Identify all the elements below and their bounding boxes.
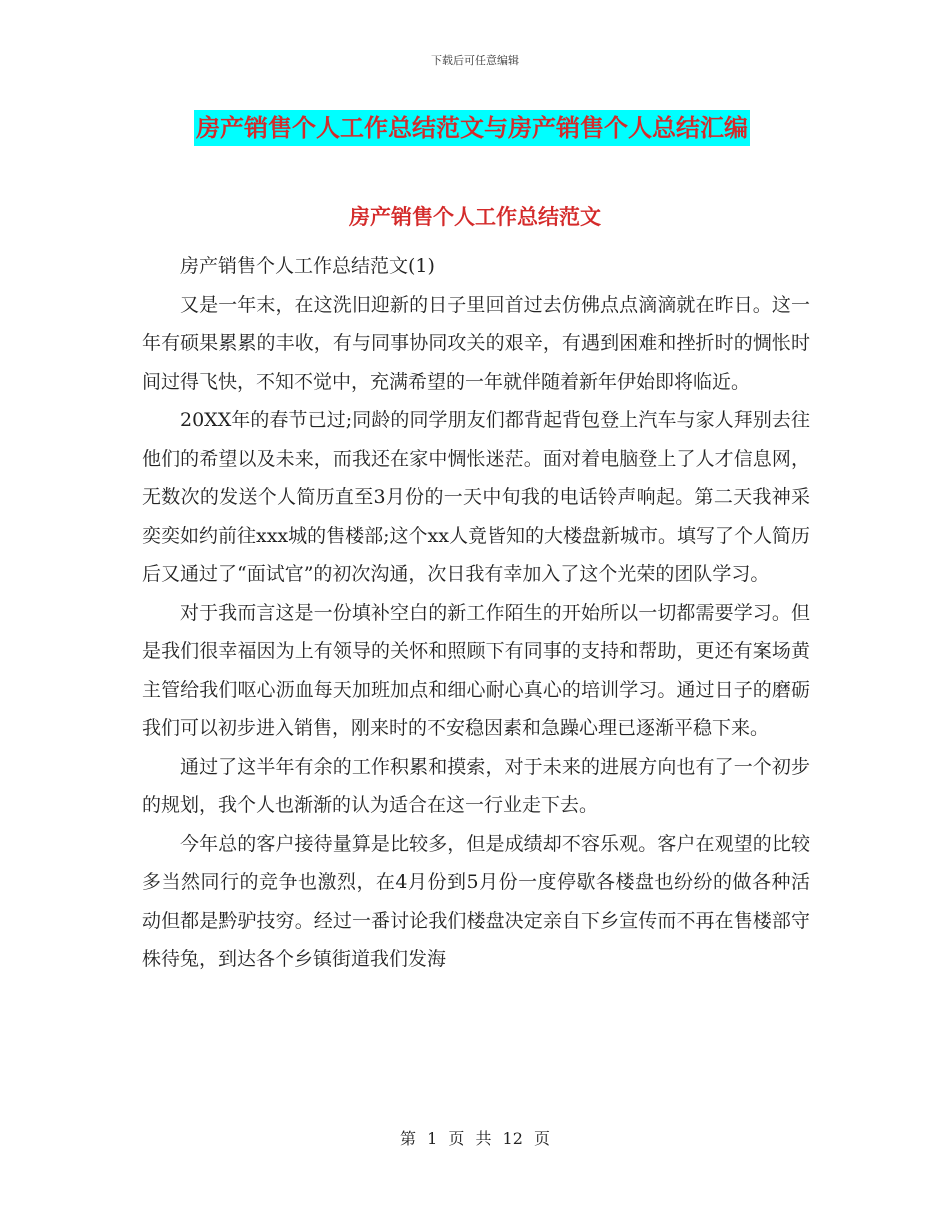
- paragraph: 20XX年的春节已过;同龄的同学朋友们都背起背包登上汽车与家人拜别去往他们的希望以及未来，而我还在家中惆怅迷茫。面对着电脑登上了人才信息网，无数次的发送个人简历直至3月份的一天中旬我的电话铃声响起。第二天我神采奕奕如约前往xxx城的售楼部;这个xx人竟皆知的大楼盘新城市。填写了个人简历后又通过了“面试官”的初次沟通，次日我有幸加入了这个光荣的团队学习。: [142, 409, 810, 585]
- paragraph: 又是一年末，在这洗旧迎新的日子里回首过去仿佛点点滴滴就在昨日。这一年有硕果累累的丰收，有与同事协同攻关的艰辛，有遇到困难和挫折时的惆怅时间过得飞快，不知不觉中，充满希望的一年就伴随着新年伊始即将临近。: [142, 293, 810, 393]
- document-body: [142, 247, 810, 979]
- section-title: 房产销售个人工作总结范文: [349, 204, 601, 229]
- paragraph: 对于我而言这是一份填补空白的新工作陌生的开始所以一切都需要学习。但是我们很幸福因为上有领导的关怀和照顾下有同事的支持和帮助，更还有案场黄主管给我们呕心沥血每天加班加点和细心耐心真心的培训学习。通过日子的磨砺我们可以初步进入销售，刚来时的不安稳因素和急躁心理已逐渐平稳下来。: [142, 601, 810, 739]
- page-footer-number: 第 1 页 共 12 页: [400, 1129, 550, 1148]
- paragraph: 通过了这半年有余的工作积累和摸索，对于未来的进展方向也有了一个初步的规划，我个人也渐渐的认为适合在这一行业走下去。: [142, 755, 810, 816]
- document-title: 房产销售个人工作总结范文与房产销售个人总结汇编: [194, 110, 750, 146]
- page-header-note: 下载后可任意编辑: [431, 54, 519, 67]
- paragraph-subtitle: 房产销售个人工作总结范文(1): [180, 255, 435, 277]
- paragraph: 今年总的客户接待量算是比较多，但是成绩却不容乐观。客户在观望的比较多当然同行的竞争也激烈，在4月份到5月份一度停歇各楼盘也纷纷的做各种活动但都是黔驴技穷。经过一番讨论我们楼盘决定亲自下乡宣传而不再在售楼部守株待兔，到达各个乡镇街道我们发海: [142, 832, 810, 970]
